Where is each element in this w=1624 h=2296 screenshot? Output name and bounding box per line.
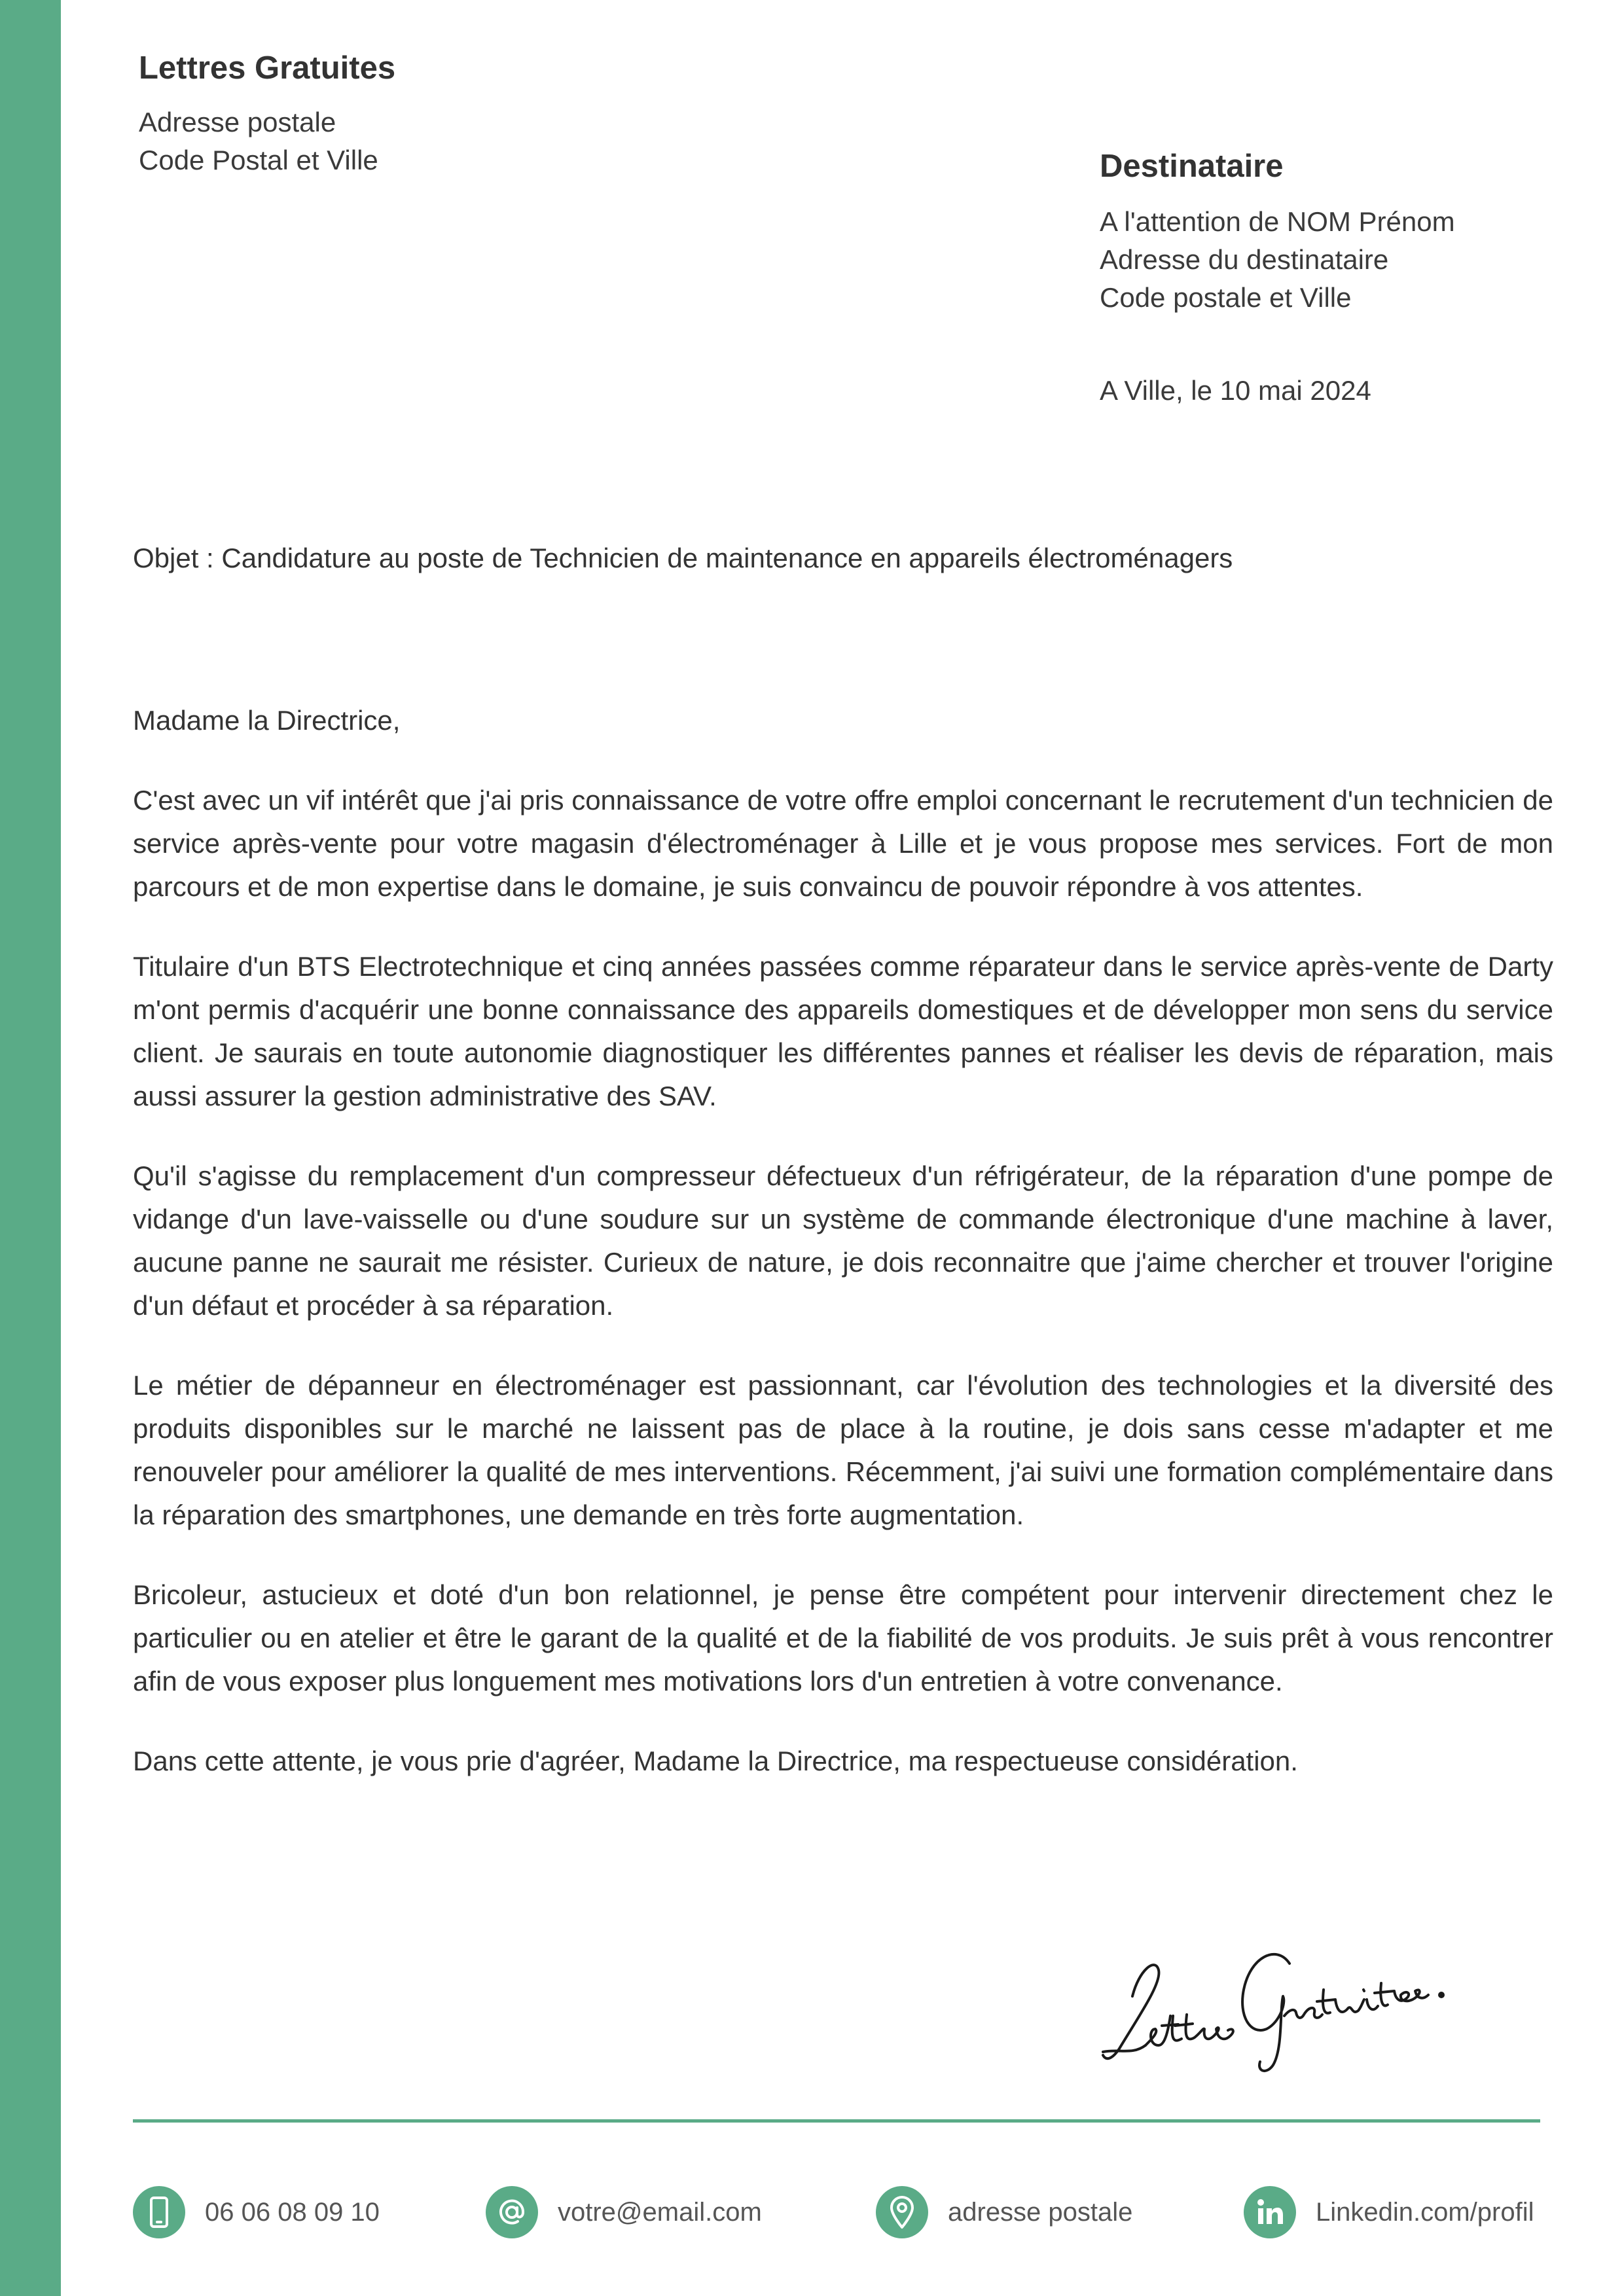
letter-subject: Objet : Candidature au poste de Technicien de maintenance en appareils électroménagers	[133, 543, 1233, 573]
closing-paragraph: Dans cette attente, je vous prie d'agréer, Madame la Directrice, ma respectueuse considération.	[133, 1746, 1298, 1776]
sender-block	[139, 47, 728, 179]
linkedin-icon	[1244, 2186, 1296, 2238]
email-text: votre@email.com	[558, 2197, 762, 2227]
phone-icon	[133, 2186, 185, 2238]
sender-name: Lettres Gratuites	[139, 50, 396, 86]
recipient-title: Destinataire	[1100, 149, 1284, 184]
sender-address: Adresse postale	[139, 107, 336, 137]
body-paragraph: C'est avec un vif intérêt que j'ai pris connaissance de votre offre emploi concernant le recrutement d'un technicien de service après-vente pour votre magasin d'électroménager à Lille et je vous propose mes services. Fort de mon parcours et de mon expertise dans le domaine, je suis convaincu de pouvoir répondre à vos attentes.	[133, 785, 1553, 902]
recipient-block	[1100, 145, 1584, 317]
phone-text: 06 06 08 09 10	[205, 2197, 380, 2227]
letter-date: A Ville, le 10 mai 2024	[1100, 375, 1371, 406]
body-paragraph: Le métier de dépanneur en électroménager est passionnant, car l'évolution des technologies et la diversité des produits disponibles sur le marché ne laissent pas de place à la routine, je dois sans cesse m'adapter et me renouveler pour améliorer la qualité de mes interventions. Récemment, j'ai suivi une formation complémentaire dans la réparation des smartphones, une demande en très forte augmentation.	[133, 1370, 1553, 1530]
linkedin-text: Linkedin.com/profil	[1316, 2197, 1534, 2227]
contact-email	[486, 2186, 762, 2238]
contact-linkedin	[1244, 2186, 1534, 2238]
letter-body	[133, 779, 1553, 1820]
body-paragraph: Qu'il s'agisse du remplacement d'un compresseur défectueux d'un réfrigérateur, de la réparation d'une pompe de vidange d'un lave-vaisselle ou d'une soudure sur un système de commande électronique d'une machine à laver, aucune panne ne saurait me résister. Curieux de nature, je dois reconnaitre que j'aime chercher et trouver l'origine d'un défaut et procéder à sa réparation.	[133, 1160, 1553, 1321]
footer-divider	[133, 2119, 1540, 2123]
recipient-attention: A l'attention de NOM Prénom	[1100, 206, 1455, 237]
address-text: adresse postale	[948, 2197, 1133, 2227]
contact-address	[876, 2186, 1132, 2238]
recipient-city: Code postale et Ville	[1100, 282, 1352, 313]
map-pin-icon	[876, 2186, 928, 2238]
recipient-address: Adresse du destinataire	[1100, 244, 1389, 275]
at-sign-icon	[486, 2186, 538, 2238]
body-paragraph: Titulaire d'un BTS Electrotechnique et cinq années passées comme réparateur dans le service après-vente de Darty m'ont permis d'acquérir une bonne connaissance des appareils domestiques et de développer mon sens du service client. Je saurais en toute autonomie diagnostiquer les différentes pannes et réaliser les devis de réparation, mais aussi assurer la gestion administrative des SAV.	[133, 951, 1553, 1111]
sender-city: Code Postal et Ville	[139, 145, 378, 175]
body-paragraph: Bricoleur, astucieux et doté d'un bon relationnel, je pense être compétent pour intervenir directement chez le particulier ou en atelier et être le garant de la qualité et de la fiabilité de vos produits. Je suis prêt à vous rencontrer afin de vous exposer plus longuement mes motivations lors d'un entretien à votre convenance.	[133, 1579, 1553, 1696]
letter-greeting: Madame la Directrice,	[133, 705, 401, 736]
contact-phone	[133, 2186, 380, 2238]
side-accent-bar	[0, 0, 61, 2296]
handwritten-signature	[1093, 1918, 1486, 2075]
